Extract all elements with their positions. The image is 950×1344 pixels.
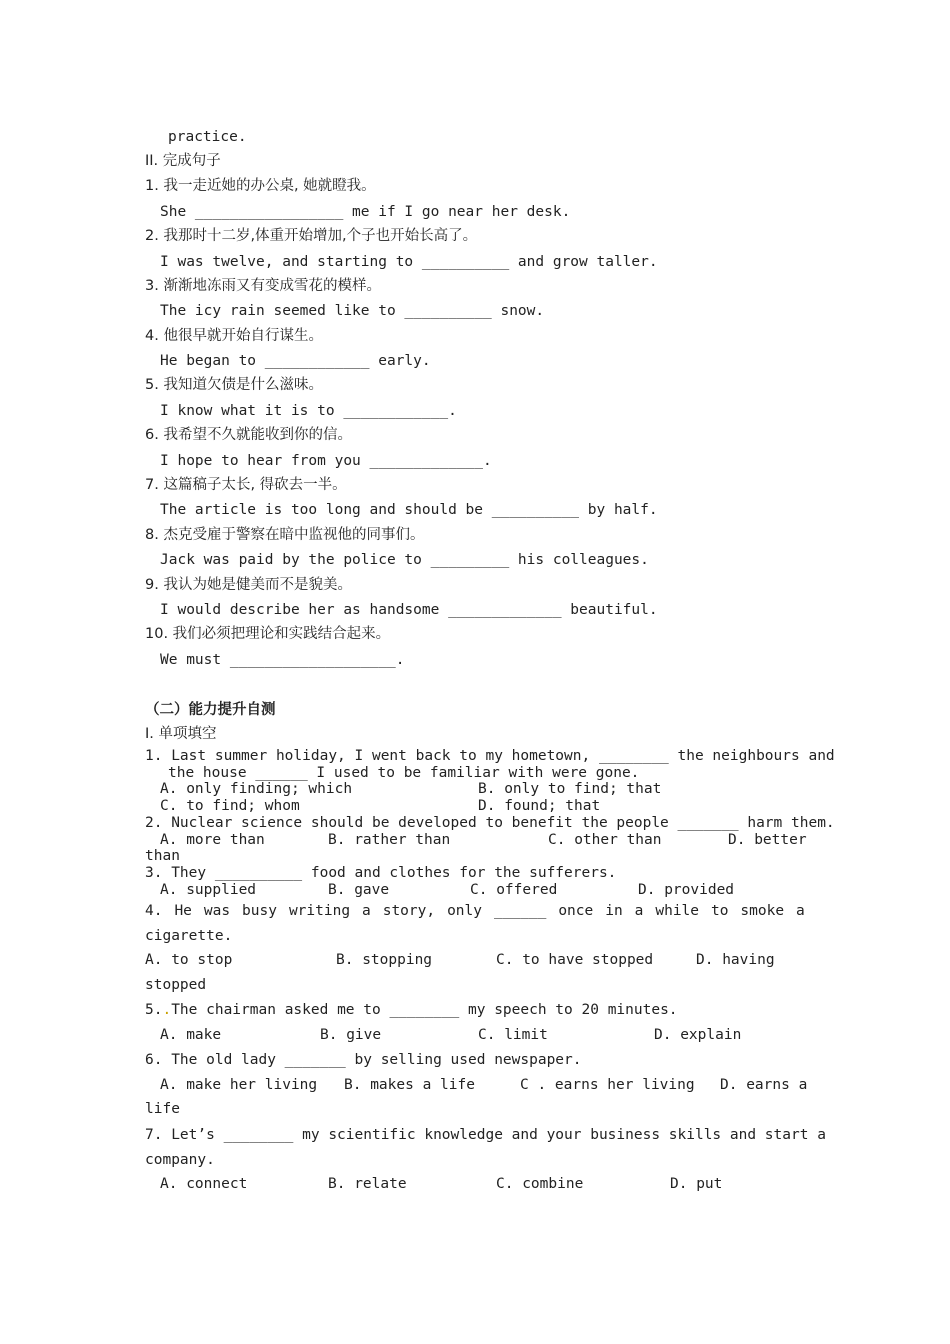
q5-option-c: C. limit [478, 1027, 548, 1043]
q1-stem-cont: the house ______ I used to be familiar with were gone. [168, 765, 640, 781]
q5-option-a: A. make [160, 1027, 222, 1043]
q4-stem-word: a [362, 903, 371, 919]
item-7-english: The article is too long and should be __________ by half. [160, 502, 658, 518]
q4-stem-word: He [174, 903, 192, 919]
q7-stem-cont: company. [145, 1152, 215, 1168]
item-7-chinese: 7. 这篇稿子太长, 得砍去一半。 [145, 477, 347, 493]
q4-stem-word: while [655, 903, 700, 919]
q4-stem-word: once [558, 903, 594, 919]
q2-option-d-cont: than [145, 848, 180, 864]
q4-stem-word: busy [242, 903, 277, 919]
q1-stem: 1. Last summer holiday, I went back to my hometown, ________ the neighbours and [145, 748, 835, 764]
q4-option-d: D. having [696, 952, 775, 968]
q4-stem-word: 4. [145, 903, 163, 919]
q3-stem: 3. They __________ food and clothes for the sufferers. [145, 865, 617, 881]
q4-stem-word: in [605, 903, 623, 919]
q4-option-c: C. to have stopped [496, 952, 654, 968]
item-2-english: I was twelve, and starting to __________ and grow taller. [160, 254, 658, 270]
q3-option-b: B. gave [328, 882, 390, 898]
item-6-chinese: 6. 我希望不久就能收到你的信。 [145, 427, 352, 443]
item-4-english: He began to ____________ early. [160, 353, 431, 369]
q4-stem-word: ______ [493, 903, 547, 919]
q5-option-d: D. explain [654, 1027, 742, 1043]
item-9-english: I would describe her as handsome _____________ beautiful. [160, 602, 658, 618]
q5-mark: . [162, 1002, 172, 1018]
q7-option-d: D. put [670, 1176, 723, 1192]
q4-stem-word: smoke [740, 903, 785, 919]
q4-option-b: B. stopping [336, 952, 433, 968]
q4-option-d-cont: stopped [145, 977, 207, 993]
q1-option-b: B. only to find; that [478, 781, 662, 797]
q6-option-d: D. earns a [720, 1077, 808, 1093]
q4-stem [145, 902, 805, 920]
item-8-english: Jack was paid by the police to _________ his colleagues. [160, 552, 649, 568]
q6-stem: 6. The old lady _______ by selling used newspaper. [145, 1052, 582, 1068]
q3-option-c: C. offered [470, 882, 558, 898]
q5-stem [145, 1001, 678, 1019]
q4-stem-word: was [203, 903, 231, 919]
item-1-english: She _________________ me if I go near her desk. [160, 204, 571, 220]
q7-option-c: C. combine [496, 1176, 584, 1192]
q7-stem: 7. Let’s ________ my scientific knowledge and your business skills and start a [145, 1127, 826, 1143]
q4-stem-word: only [447, 903, 482, 919]
q2-option-b: B. rather than [328, 832, 451, 848]
q4-stem-word: a [634, 903, 644, 919]
q4-stem-word: to [710, 903, 729, 919]
q2-option-a: A. more than [160, 832, 265, 848]
q4-stem-word: a [796, 903, 805, 919]
q2-option-c: C. other than [548, 832, 662, 848]
q2-option-d: D. better [728, 832, 807, 848]
q6-option-a: A. make her living [160, 1077, 318, 1093]
item-4-chinese: 4. 他很早就开始自行谋生。 [145, 328, 323, 344]
q1-option-c: C. to find; whom [160, 798, 300, 814]
q5-number: 5. [145, 1002, 163, 1018]
q3-option-d: D. provided [638, 882, 735, 898]
q4-option-a: A. to stop [145, 952, 233, 968]
item-10-english: We must ___________________. [160, 652, 405, 668]
section-title-multiple-choice: I. 单项填空 [145, 726, 217, 742]
q4-stem-word: story, [382, 903, 436, 919]
q4-stem-word: writing [288, 903, 351, 919]
continued-line: practice. [168, 129, 247, 145]
item-2-chinese: 2. 我那时十二岁,体重开始增加,个子也开始长高了。 [145, 228, 478, 244]
item-5-chinese: 5. 我知道欠债是什么滋味。 [145, 377, 323, 393]
q7-option-b: B. relate [328, 1176, 407, 1192]
q1-option-a: A. only finding; which [160, 781, 353, 797]
q6-option-b: B. makes a life [344, 1077, 475, 1093]
item-1-chinese: 1. 我一走近她的办公桌, 她就瞪我。 [145, 178, 376, 194]
section-heading-self-test: （二）能力提升自测 [145, 702, 276, 718]
item-3-chinese: 3. 渐渐地冻雨又有变成雪花的模样。 [145, 278, 381, 294]
q5-stem-text: The chairman asked me to ________ my speech to 20 minutes. [171, 1002, 678, 1018]
q6-option-d-cont: life [145, 1101, 180, 1117]
item-6-english: I hope to hear from you _____________. [160, 453, 492, 469]
q2-stem: 2. Nuclear science should be developed to benefit the people _______ harm them. [145, 815, 835, 831]
q5-option-b: B. give [320, 1027, 382, 1043]
q7-option-a: A. connect [160, 1176, 248, 1192]
q1-option-d: D. found; that [478, 798, 601, 814]
q6-option-c: C . earns her living [520, 1077, 695, 1093]
item-10-chinese: 10. 我们必须把理论和实践结合起来。 [145, 626, 391, 642]
item-3-english: The icy rain seemed like to __________ snow. [160, 303, 545, 319]
q4-stem-cont: cigarette. [145, 928, 233, 944]
item-8-chinese: 8. 杰克受雇于警察在暗中监视他的同事们。 [145, 527, 425, 543]
item-9-chinese: 9. 我认为她是健美而不是貌美。 [145, 577, 352, 593]
section-title-complete-sentences: II. 完成句子 [145, 153, 221, 169]
item-5-english: I know what it is to ____________. [160, 403, 457, 419]
q3-option-a: A. supplied [160, 882, 257, 898]
